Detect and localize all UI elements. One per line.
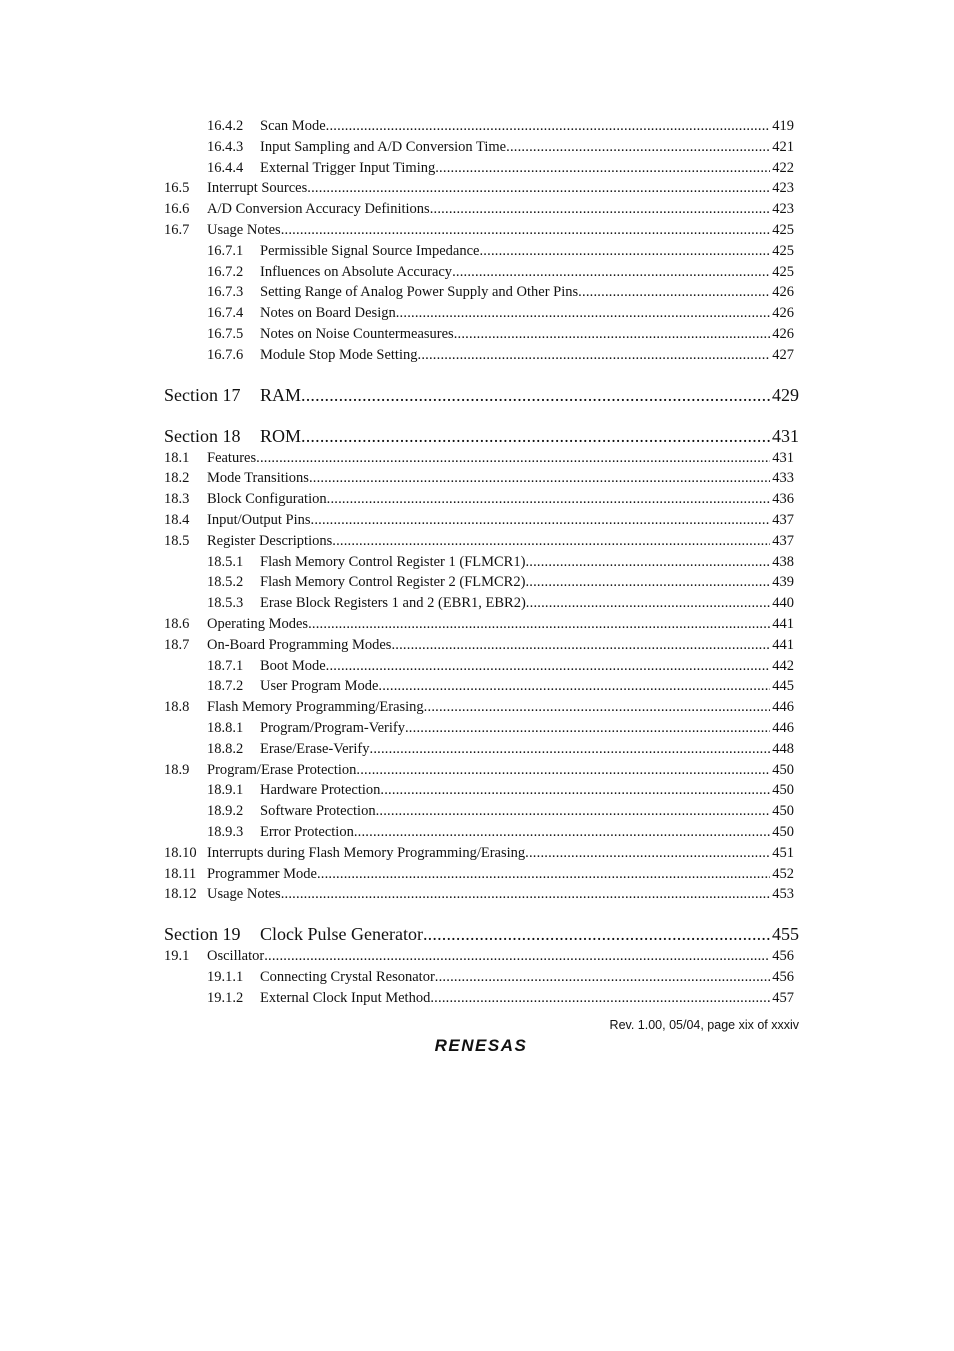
toc-title: Connecting Crystal Resonator bbox=[260, 969, 435, 985]
toc-number: 18.9.1 bbox=[207, 782, 244, 799]
toc-number: 18.10 bbox=[164, 844, 197, 861]
toc-page-number: 437 bbox=[772, 512, 794, 528]
toc-page-number: 440 bbox=[772, 595, 794, 612]
toc-page-number: 456 bbox=[772, 969, 794, 985]
toc-title: Module Stop Mode Setting bbox=[260, 346, 418, 363]
toc-title: Program/Program-Verify bbox=[260, 720, 405, 736]
toc-page-number: 427 bbox=[772, 346, 794, 363]
toc-title: On-Board Programming Modes bbox=[207, 636, 392, 653]
toc-title: Flash Memory Control Register 2 (FLMCR2) bbox=[260, 574, 526, 591]
toc-page-number: 450 bbox=[772, 803, 794, 820]
toc-title: Block Configuration bbox=[207, 491, 327, 508]
toc-entry[interactable] bbox=[164, 886, 794, 906]
toc-leader-dots bbox=[380, 782, 770, 799]
toc-leader-dots bbox=[525, 845, 770, 862]
toc-title: Software Protection bbox=[260, 803, 376, 820]
toc-page-number: 455 bbox=[772, 924, 799, 945]
toc-page-number: 426 bbox=[772, 305, 794, 322]
toc-entry[interactable] bbox=[164, 782, 794, 802]
toc-title: Programmer Mode bbox=[207, 865, 317, 882]
toc-leader-dots bbox=[307, 180, 770, 197]
toc-entry[interactable] bbox=[164, 201, 794, 221]
svg-text:RENESAS: RENESAS bbox=[434, 1036, 528, 1055]
toc-entry[interactable] bbox=[164, 284, 794, 304]
toc-page-number: 429 bbox=[772, 384, 799, 405]
toc-leader-dots bbox=[578, 284, 770, 301]
toc-title: Notes on Noise Countermeasures bbox=[260, 326, 454, 342]
toc-title: Flash Memory Control Register 1 (FLMCR1) bbox=[260, 553, 526, 570]
toc-title: A/D Conversion Accuracy Definitions bbox=[207, 201, 430, 218]
toc-title: Boot Mode bbox=[260, 657, 326, 674]
toc-title: Flash Memory Programming/Erasing bbox=[207, 699, 424, 716]
toc-leader-dots bbox=[356, 762, 770, 779]
toc-entry[interactable] bbox=[164, 595, 794, 615]
toc-leader-dots bbox=[430, 201, 771, 218]
toc-title: Erase/Erase-Verify bbox=[260, 740, 370, 757]
toc-number: 18.3 bbox=[164, 491, 190, 508]
toc-page-number: 453 bbox=[772, 886, 794, 903]
toc-leader-dots bbox=[311, 512, 771, 529]
toc-page-number: 439 bbox=[772, 574, 794, 591]
toc-number: 18.9.3 bbox=[207, 824, 244, 840]
toc-title: External Trigger Input Timing bbox=[260, 159, 436, 176]
toc-entry[interactable] bbox=[164, 305, 794, 325]
toc-leader-dots bbox=[405, 720, 770, 737]
toc-entry[interactable] bbox=[164, 762, 794, 782]
toc-page-number: 421 bbox=[772, 138, 794, 155]
toc-page-number: 431 bbox=[772, 425, 799, 446]
toc-entry[interactable] bbox=[164, 326, 794, 346]
toc-title: ROM bbox=[260, 425, 302, 446]
toc-title: Erase Block Registers 1 and 2 (EBR1, EBR2) bbox=[260, 595, 526, 612]
toc-page-number: 450 bbox=[772, 782, 794, 799]
toc-page-number: 436 bbox=[772, 491, 794, 508]
toc-number: 18.1 bbox=[164, 449, 190, 466]
toc-leader-dots bbox=[370, 741, 771, 758]
toc-page-number: 423 bbox=[772, 180, 794, 197]
renesas-logo bbox=[420, 1035, 542, 1055]
toc-entry[interactable] bbox=[164, 948, 794, 968]
toc-number: 18.5.2 bbox=[207, 574, 244, 591]
toc-page-number: 433 bbox=[772, 470, 794, 487]
toc-page-number: 457 bbox=[772, 989, 794, 1006]
toc-entry[interactable] bbox=[164, 512, 794, 532]
toc-number: 18.8.2 bbox=[207, 740, 244, 757]
toc-page-number: 446 bbox=[772, 699, 794, 716]
toc-entry[interactable] bbox=[164, 347, 794, 367]
toc-entry[interactable] bbox=[164, 450, 794, 470]
toc-number: 19.1 bbox=[164, 948, 190, 965]
toc-page-number: 450 bbox=[772, 761, 794, 778]
toc-number: 16.7.1 bbox=[207, 242, 244, 259]
toc-leader-dots bbox=[396, 305, 771, 322]
toc-leader-dots bbox=[479, 243, 770, 260]
toc-leader-dots bbox=[317, 866, 770, 883]
toc-leader-dots bbox=[256, 450, 770, 467]
toc-leader-dots bbox=[525, 574, 770, 591]
toc-leader-dots bbox=[309, 470, 770, 487]
toc-number: 16.4.2 bbox=[207, 118, 244, 134]
toc-leader-dots bbox=[326, 658, 771, 675]
toc-number: 18.5.3 bbox=[207, 595, 244, 612]
toc-title: Interrupts during Flash Memory Programming/Erasing bbox=[207, 844, 526, 861]
toc-number: 18.7.1 bbox=[207, 657, 244, 674]
toc-title: Interrupt Sources bbox=[207, 180, 308, 197]
toc-number: 18.11 bbox=[164, 865, 197, 882]
toc-leader-dots bbox=[332, 533, 770, 550]
toc-title: RAM bbox=[260, 384, 302, 405]
toc-number: 16.5 bbox=[164, 180, 190, 197]
toc-entry[interactable] bbox=[164, 803, 794, 823]
toc-entry[interactable] bbox=[164, 533, 794, 553]
toc-entry[interactable] bbox=[164, 222, 794, 242]
toc-title: Notes on Board Design bbox=[260, 305, 396, 322]
toc-page-number: 425 bbox=[772, 222, 794, 238]
toc-title: Influences on Absolute Accuracy bbox=[260, 263, 453, 280]
toc-page-number: 423 bbox=[772, 201, 794, 218]
toc-entry[interactable] bbox=[164, 658, 794, 678]
toc-number: 16.6 bbox=[164, 201, 190, 218]
toc-page-number: 425 bbox=[772, 263, 794, 280]
toc-leader-dots bbox=[506, 139, 770, 156]
toc-leader-dots bbox=[327, 491, 771, 508]
toc-entry[interactable] bbox=[164, 741, 794, 761]
toc-leader-dots bbox=[452, 264, 770, 281]
toc-title: User Program Mode bbox=[260, 678, 379, 695]
toc-number: 18.9 bbox=[164, 761, 190, 778]
toc-entry[interactable] bbox=[164, 574, 794, 594]
toc-leader-dots bbox=[378, 678, 770, 695]
toc-leader-dots bbox=[526, 595, 770, 612]
toc-leader-dots bbox=[454, 326, 771, 343]
toc-entry[interactable] bbox=[164, 470, 794, 490]
toc-page-number: 441 bbox=[772, 636, 794, 653]
toc-title: Register Descriptions bbox=[207, 532, 333, 549]
toc-leader-dots bbox=[424, 699, 771, 716]
toc-page-number: 437 bbox=[772, 532, 794, 549]
toc-page-number: 422 bbox=[772, 159, 794, 176]
toc-title: Clock Pulse Generator bbox=[260, 924, 423, 945]
toc-leader-dots bbox=[423, 924, 772, 945]
toc-number: 19.1.2 bbox=[207, 989, 244, 1006]
toc-page-number: 442 bbox=[772, 657, 794, 674]
toc-number: 18.12 bbox=[164, 886, 197, 903]
toc-page-number: 450 bbox=[772, 824, 794, 840]
toc-page-number: 451 bbox=[772, 844, 794, 861]
toc-leader-dots bbox=[391, 637, 770, 654]
toc-section-heading[interactable] bbox=[164, 385, 799, 409]
toc-leader-dots bbox=[281, 886, 771, 903]
toc-leader-dots bbox=[435, 160, 770, 177]
toc-number: 18.5.1 bbox=[207, 553, 244, 570]
toc-number: 16.7 bbox=[164, 222, 190, 238]
toc-number: Section 19 bbox=[164, 924, 241, 945]
toc-leader-dots bbox=[525, 554, 770, 571]
toc-leader-dots bbox=[430, 990, 770, 1007]
toc-entry[interactable] bbox=[164, 637, 794, 657]
toc-entry[interactable] bbox=[164, 491, 794, 511]
toc-number: 19.1.1 bbox=[207, 969, 244, 985]
toc-number: 18.8 bbox=[164, 699, 190, 716]
toc-page-number: 419 bbox=[772, 118, 794, 134]
toc-number: 18.4 bbox=[164, 512, 190, 528]
toc-number: 18.7.2 bbox=[207, 678, 244, 695]
toc-number: Section 18 bbox=[164, 425, 241, 446]
toc-entry[interactable] bbox=[164, 866, 794, 886]
toc-entry[interactable] bbox=[164, 554, 794, 574]
toc-page-number: 438 bbox=[772, 553, 794, 570]
toc-page-number: 431 bbox=[772, 449, 794, 466]
toc-entry[interactable] bbox=[164, 180, 794, 200]
toc-title: Features bbox=[207, 449, 257, 466]
toc-title: Hardware Protection bbox=[260, 782, 381, 799]
toc-page-number: 452 bbox=[772, 865, 794, 882]
toc-entry[interactable] bbox=[164, 139, 794, 159]
toc-title: Permissible Signal Source Impedance bbox=[260, 242, 480, 259]
toc-number: 16.7.5 bbox=[207, 326, 244, 342]
toc-leader-dots bbox=[308, 616, 770, 633]
toc-entry[interactable] bbox=[164, 616, 794, 636]
toc-number: 18.7 bbox=[164, 636, 190, 653]
toc-leader-dots bbox=[354, 824, 770, 841]
toc-number: 18.8.1 bbox=[207, 720, 244, 736]
toc-leader-dots bbox=[281, 222, 771, 239]
toc-leader-dots bbox=[301, 385, 772, 406]
toc-page-number: 425 bbox=[772, 242, 794, 259]
toc-section-heading[interactable] bbox=[164, 426, 799, 450]
toc-title: Scan Mode bbox=[260, 118, 326, 134]
toc-leader-dots bbox=[435, 969, 770, 986]
toc-entry[interactable] bbox=[164, 678, 794, 698]
toc-title: Operating Modes bbox=[207, 616, 309, 632]
toc-page-number: 426 bbox=[772, 326, 794, 342]
toc-title: Setting Range of Analog Power Supply and Other Pins bbox=[260, 284, 579, 301]
toc-number: 18.5 bbox=[164, 532, 190, 549]
toc-entry[interactable] bbox=[164, 160, 794, 180]
toc-entry[interactable] bbox=[164, 720, 794, 740]
toc-entry[interactable] bbox=[164, 243, 794, 263]
toc-title: Usage Notes bbox=[207, 886, 281, 903]
toc-page-number: 456 bbox=[772, 948, 794, 965]
toc-page-number: 446 bbox=[772, 720, 794, 736]
toc-entry[interactable] bbox=[164, 118, 794, 138]
toc-entry[interactable] bbox=[164, 845, 794, 865]
toc-entry[interactable] bbox=[164, 990, 794, 1010]
toc-title: Input/Output Pins bbox=[207, 512, 311, 528]
toc-entry[interactable] bbox=[164, 264, 794, 284]
toc-title: External Clock Input Method bbox=[260, 989, 431, 1006]
toc-number: Section 17 bbox=[164, 384, 241, 405]
toc-leader-dots bbox=[418, 347, 771, 364]
toc-page-number: 445 bbox=[772, 678, 794, 695]
toc-page-number: 448 bbox=[772, 740, 794, 757]
page-info: Rev. 1.00, 05/04, page xix of xxxiv bbox=[609, 1018, 799, 1032]
toc-title: Mode Transitions bbox=[207, 470, 309, 487]
toc-number: 16.7.4 bbox=[207, 305, 244, 322]
toc-leader-dots bbox=[264, 948, 770, 965]
toc-title: Usage Notes bbox=[207, 222, 281, 238]
toc-leader-dots bbox=[376, 803, 771, 820]
toc-entry[interactable] bbox=[164, 969, 794, 989]
toc-title: Oscillator bbox=[207, 948, 265, 965]
toc-leader-dots bbox=[326, 118, 771, 135]
toc-number: 16.4.3 bbox=[207, 138, 244, 155]
toc-number: 18.6 bbox=[164, 616, 190, 632]
toc-title: Input Sampling and A/D Conversion Time bbox=[260, 138, 507, 155]
toc-page-number: 426 bbox=[772, 284, 794, 301]
toc-section-heading[interactable] bbox=[164, 924, 799, 948]
toc-title: Program/Erase Protection bbox=[207, 761, 357, 778]
toc-number: 16.7.3 bbox=[207, 284, 244, 301]
toc-entry[interactable] bbox=[164, 699, 794, 719]
toc-entry[interactable] bbox=[164, 824, 794, 844]
toc-number: 16.7.6 bbox=[207, 346, 244, 363]
toc-number: 16.4.4 bbox=[207, 159, 244, 176]
toc-leader-dots bbox=[301, 426, 772, 447]
toc-number: 16.7.2 bbox=[207, 263, 244, 280]
toc-title: Error Protection bbox=[260, 824, 354, 840]
toc-page-number: 441 bbox=[772, 616, 794, 632]
toc-number: 18.2 bbox=[164, 470, 190, 487]
toc-number: 18.9.2 bbox=[207, 803, 244, 820]
